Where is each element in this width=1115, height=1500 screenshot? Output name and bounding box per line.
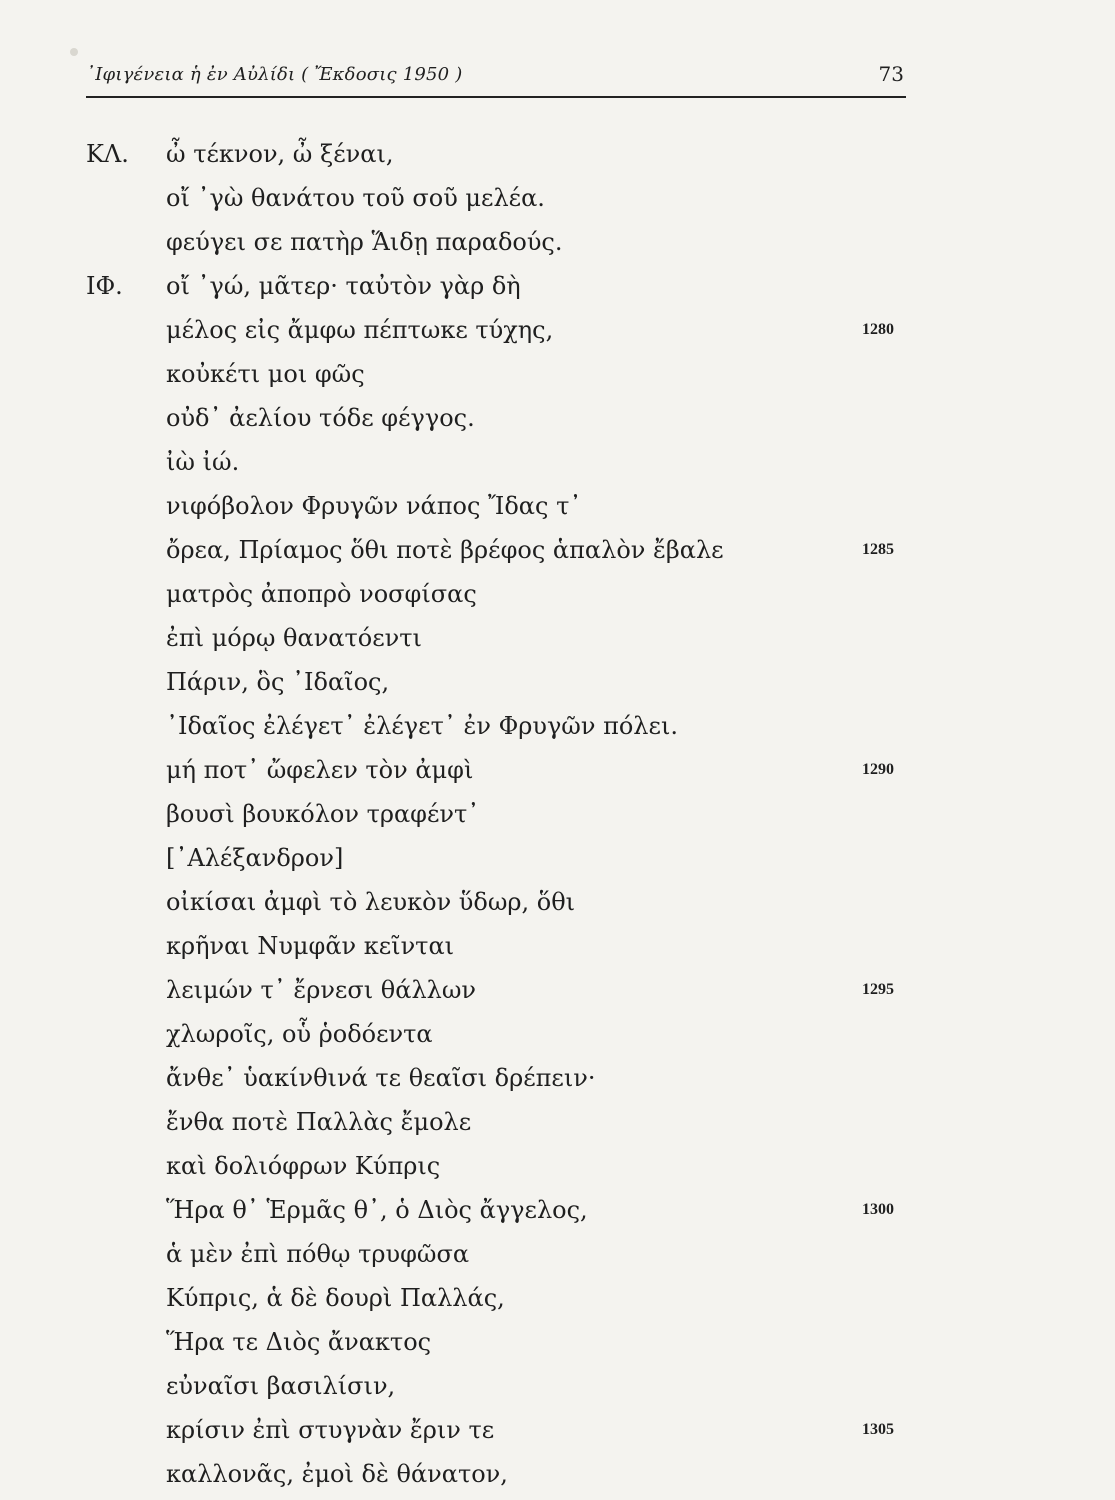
- verse-text-line: ἁ μὲν ἐπὶ πόθῳ τρυφῶσα: [166, 1240, 470, 1268]
- verse-line: [0, 1190, 1115, 1230]
- verse-text-line: κρίσιν ἐπὶ στυγνὰν ἔριν τε: [166, 1416, 495, 1444]
- verse-text-line: βουσὶ βουκόλον τραφέντ᾿: [166, 800, 480, 828]
- verse-line: [0, 178, 1115, 218]
- verse-line: [0, 134, 1115, 174]
- verse-text-line: [᾿Αλέξανδρον]: [166, 844, 344, 872]
- verse-text-line: Ἥρα τε Διὸς ἄνακτος: [166, 1328, 432, 1356]
- verse-line: [0, 1454, 1115, 1494]
- verse-text-line: κοὐκέτι μοι φῶς: [166, 360, 365, 388]
- verse-text-line: οἴ ᾿γώ, μᾶτερ· ταὐτὸν γὰρ δὴ: [166, 272, 521, 300]
- verse-line: [0, 574, 1115, 614]
- verse-text-line: Πάριν, ὃς ᾿Ιδαῖος,: [166, 668, 390, 696]
- verse-line: [0, 970, 1115, 1010]
- line-number: 1295: [862, 981, 894, 998]
- verse-text-line: ἰὼ ἰώ.: [166, 448, 240, 476]
- verse-text-line: εὐναῖσι βασιλίσιν,: [166, 1372, 396, 1400]
- verse-line: [0, 1014, 1115, 1054]
- verse-line: [0, 1278, 1115, 1318]
- line-number: 1290: [862, 761, 894, 778]
- verse-line: [0, 706, 1115, 746]
- header-title: ᾿Ιφιγένεια ἡ ἐν Αὐλίδι ( Ἔκδοσις 1950 ): [86, 64, 463, 85]
- verse-line: [0, 398, 1115, 438]
- verse-text-line: κρῆναι Νυμφᾶν κεῖνται: [166, 932, 455, 960]
- verse-line: [0, 1234, 1115, 1274]
- verse-text-line: οἰκίσαι ἀμφὶ τὸ λευκὸν ὕδωρ, ὅθι: [166, 888, 576, 916]
- verse-text-line: ἐπὶ μόρῳ θανατόεντι: [166, 624, 422, 652]
- verse-text-line: Κύπρις, ἁ δὲ δουρὶ Παλλάς,: [166, 1284, 505, 1312]
- verse-text-line: Ἥρα θ᾿ Ἑρμᾶς θ᾿, ὁ Διὸς ἄγγελος,: [166, 1196, 588, 1224]
- verse-text-line: μέλος εἰς ἄμφω πέπτωκε τύχης,: [166, 316, 554, 344]
- verse-text-line: ματρὸς ἀποπρὸ νοσφίσας: [166, 580, 477, 608]
- verse-line: [0, 750, 1115, 790]
- verse-text-line: ἄνθε᾿ ὑακίνθινά τε θεαῖσι δρέπειν·: [166, 1064, 596, 1092]
- line-number: 1300: [862, 1201, 894, 1218]
- verse-line: [0, 1322, 1115, 1362]
- verse-line: [0, 794, 1115, 834]
- verse-line: [0, 1366, 1115, 1406]
- verse-line: [0, 222, 1115, 262]
- verse-text-line: φεύγει σε πατὴρ Ἅιδῃ παραδούς.: [166, 228, 563, 256]
- verse-line: [0, 266, 1115, 306]
- verse-text-line: λειμών τ᾿ ἔρνεσι θάλλων: [166, 976, 477, 1004]
- verse-text-line: νιφόβολον Φρυγῶν νάπος Ἴδας τ᾿: [166, 492, 582, 520]
- verse-line: [0, 530, 1115, 570]
- verse-line: [0, 1058, 1115, 1098]
- verse-line: [0, 1146, 1115, 1186]
- verse-line: [0, 354, 1115, 394]
- verse-text-line: οἴ ᾿γὼ θανάτου τοῦ σοῦ μελέα.: [166, 184, 545, 212]
- verse-line: [0, 618, 1115, 658]
- speaker-label: ΙΦ.: [86, 272, 123, 300]
- verse-line: [0, 882, 1115, 922]
- verse-text-line: ᾿Ιδαῖος ἐλέγετ᾿ ἐλέγετ᾿ ἐν Φρυγῶν πόλει.: [166, 712, 678, 740]
- verse-text-line: οὐδ᾿ ἀελίου τόδε φέγγος.: [166, 404, 475, 432]
- verse-line: [0, 442, 1115, 482]
- line-number: 1285: [862, 541, 894, 558]
- page-number: 73: [878, 62, 904, 86]
- verse-line: [0, 1410, 1115, 1450]
- verse-text-line: χλωροῖς, οὗ ῥοδόεντα: [166, 1020, 433, 1048]
- verse-text-line: ὄρεα, Πρίαμος ὅθι ποτὲ βρέφος ἁπαλὸν ἔβαλε: [166, 536, 724, 564]
- speaker-label: ΚΛ.: [86, 140, 129, 168]
- verse-text-line: μή ποτ᾿ ὤφελεν τὸν ἀμφὶ: [166, 756, 474, 784]
- verse-line: [0, 310, 1115, 350]
- verse-text-line: καὶ δολιόφρων Κύπρις: [166, 1152, 441, 1180]
- verse-line: [0, 838, 1115, 878]
- line-number: 1280: [862, 321, 894, 338]
- verse-text-line: καλλονᾶς, ἐμοὶ δὲ θάνατον,: [166, 1460, 508, 1488]
- verse-text-line: ἔνθα ποτὲ Παλλὰς ἔμολε: [166, 1108, 472, 1136]
- verse-line: [0, 926, 1115, 966]
- verse-text-line: ὦ τέκνον, ὦ ξέναι,: [166, 140, 394, 168]
- line-number: 1305: [862, 1421, 894, 1438]
- verse-line: [0, 486, 1115, 526]
- verse-line: [0, 1102, 1115, 1142]
- verse-line: [0, 662, 1115, 702]
